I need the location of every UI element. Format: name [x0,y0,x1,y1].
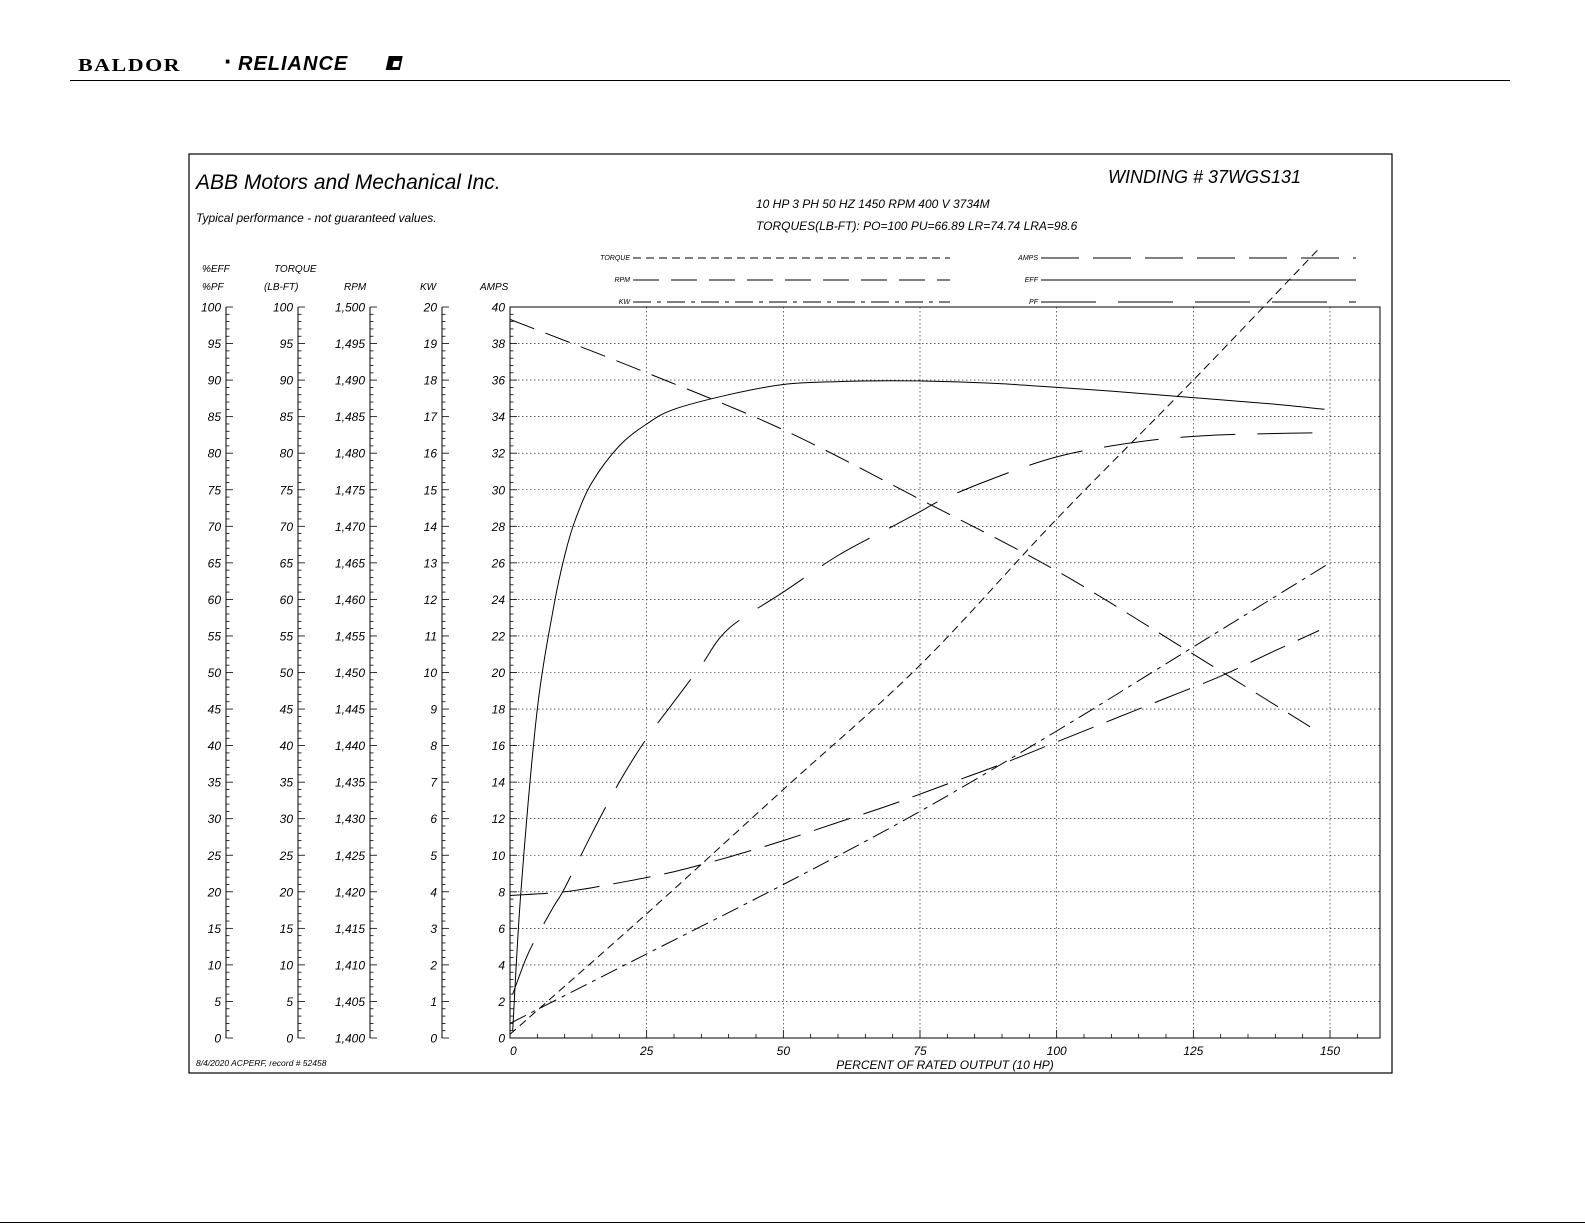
torques-line: TORQUES(LB-FT): PO=100 PU=66.89 LR=74.74 LRA=98.6 [756,219,1078,233]
y-tick-label: 24 [491,592,505,607]
y-tick-label: 1,425 [334,848,365,863]
x-tick-label: 150 [1319,1044,1341,1058]
y-tick-label: 85 [279,410,293,425]
y-tick-label: 20 [279,885,293,900]
y-tick-label: 1,445 [334,702,365,717]
winding-number: WINDING # 37WGS131 [1108,167,1302,187]
y-tick-label: 100 [200,300,221,315]
y-tick-label: 13 [423,556,437,571]
y-tick-label: 10 [423,666,437,680]
y-tick-label: 17 [423,410,437,425]
y-axes [201,264,517,1046]
y-tick-label: 6 [430,812,437,827]
y-tick-label: 28 [491,519,505,534]
y-tick-label: 15 [207,921,221,936]
y-tick-label: 0 [430,1031,437,1046]
y-tick-label: 70 [207,519,221,534]
y-tick-label: 8 [498,885,505,900]
y-axis-amps [479,282,517,1046]
y-axis-subtitle: (LB-FT) [264,282,299,293]
y-axis-eff_pf [201,264,233,1046]
y-tick-label: 65 [207,556,221,571]
y-tick-label: 60 [207,592,221,607]
y-tick-label: 1,440 [334,739,365,754]
y-tick-label: 1 [430,994,437,1009]
y-axis-rpm [335,282,377,1046]
y-tick-label: 38 [491,337,505,352]
series-line-pf [513,433,1319,994]
y-axis-kw [420,282,449,1046]
y-tick-label: 4 [430,885,437,900]
y-tick-label: 90 [279,373,293,388]
disclaimer-text: Typical performance - not guaranteed values. [196,211,437,225]
y-tick-label: 0 [286,1031,293,1046]
y-tick-label: 20 [207,885,221,900]
y-tick-label: 14 [491,775,505,790]
y-tick-label: 19 [423,337,437,352]
y-tick-label: 16 [423,446,437,461]
y-tick-label: 10 [279,958,293,973]
y-tick-label: 1,435 [334,775,365,790]
y-axis-subtitle: %PF [202,282,224,293]
y-tick-label: 1,405 [334,994,365,1009]
legend-left [600,255,950,306]
y-tick-label: 30 [207,812,221,827]
y-tick-label: 7 [430,775,437,790]
y-tick-label: 50 [207,666,221,680]
y-tick-label: 55 [279,629,293,644]
y-tick-label: 1,480 [334,446,365,461]
footer-record: 8/4/2020 ACPERF, record # 52458 [196,1058,327,1068]
y-tick-label: 1,475 [334,483,365,498]
y-tick-label: 90 [207,373,221,388]
x-tick-label: 100 [1046,1044,1067,1058]
y-tick-label: 30 [491,483,505,498]
series-line-amps [510,631,1319,896]
y-tick-label: 40 [491,300,505,315]
y-tick-label: 1,460 [334,592,365,607]
y-tick-label: 15 [279,921,293,936]
x-axis [510,1030,1357,1058]
series-line-eff [513,381,1325,1031]
y-tick-label: 35 [279,775,293,790]
footer-rule [0,1222,1585,1223]
plot-area [510,307,1380,1038]
x-tick-label: 0 [510,1044,517,1058]
legend-label: AMPS [1018,255,1038,262]
x-tick-label: 25 [639,1044,654,1058]
y-tick-label: 30 [279,812,293,827]
y-tick-label: 4 [498,958,505,973]
y-tick-label: 65 [279,556,293,571]
y-tick-label: 1,420 [334,885,365,900]
y-tick-label: 40 [279,739,293,754]
logo-dot: · [224,50,233,76]
y-tick-label: 20 [491,666,505,680]
y-tick-label: 2 [430,958,437,973]
y-axis-title: %EFF [202,264,230,275]
y-tick-label: 1,415 [334,921,365,936]
y-tick-label: 35 [207,775,221,790]
y-tick-label: 1,495 [334,337,365,352]
y-tick-label: 26 [491,556,505,571]
legend-label: PF [1029,299,1038,306]
y-tick-label: 2 [498,994,505,1009]
y-tick-label: 1,485 [334,410,365,425]
legend-label: RPM [614,277,630,284]
y-tick-label: 6 [498,921,505,936]
y-tick-label: 75 [207,483,221,498]
x-tick-label: 75 [913,1044,927,1058]
y-tick-label: 25 [207,848,221,863]
y-tick-label: 25 [279,848,293,863]
y-tick-label: 70 [279,519,293,534]
y-tick-label: 1,465 [334,556,365,571]
y-tick-label: 45 [207,702,221,717]
y-tick-label: 10 [207,958,221,973]
y-tick-label: 8 [430,739,437,754]
y-tick-label: 5 [430,848,437,863]
legend-label: KW [618,299,630,306]
legend-label: TORQUE [600,255,630,262]
y-tick-label: 11 [424,629,437,644]
y-tick-label: 14 [423,519,437,534]
y-tick-label: 5 [286,994,293,1009]
y-tick-label: 55 [207,629,221,644]
y-tick-label: 18 [423,373,437,388]
rating-line: 10 HP 3 PH 50 HZ 1450 RPM 400 V 3734M [756,197,990,211]
y-axis-subtitle: RPM [344,282,367,293]
y-tick-label: 40 [207,739,221,754]
company-title: ABB Motors and Mechanical Inc. [196,171,501,194]
y-tick-label: 18 [491,702,505,717]
y-tick-label: 100 [272,300,293,315]
y-tick-label: 20 [423,300,437,315]
y-tick-label: 12 [491,812,505,827]
y-tick-label: 10 [491,848,505,863]
y-tick-label: 3 [430,921,437,936]
y-tick-label: 50 [279,666,293,680]
x-axis-label: PERCENT OF RATED OUTPUT (10 HP) [836,1058,1054,1072]
y-tick-label: 45 [279,702,293,717]
y-tick-label: 1,490 [334,373,365,388]
logo-reliance-text: RELIANCE [238,53,349,75]
y-tick-label: 95 [279,337,293,352]
y-tick-label: 1,400 [334,1031,365,1046]
y-tick-label: 1,430 [334,812,365,827]
y-tick-label: 32 [491,446,505,461]
y-tick-label: 85 [207,410,221,425]
chart-frame [189,154,1392,1073]
y-tick-label: 12 [423,592,437,607]
y-tick-label: 0 [214,1031,221,1046]
logo-baldor-text: BALDOR [78,55,182,76]
y-tick-label: 1,470 [334,519,365,534]
y-tick-label: 1,410 [334,958,365,973]
y-tick-label: 36 [491,373,505,388]
x-tick-label: 125 [1183,1044,1204,1058]
x-tick-label: 50 [776,1044,791,1058]
y-axis-subtitle: KW [420,282,437,293]
y-axis-title: TORQUE [274,264,317,275]
y-tick-label: 80 [279,446,293,461]
y-axis-subtitle: AMPS [480,282,509,293]
y-tick-label: 9 [430,702,437,717]
y-tick-label: 22 [491,629,505,644]
y-tick-label: 16 [491,739,505,754]
y-tick-label: 60 [279,592,293,607]
legend-label: EFF [1024,277,1038,284]
y-tick-label: 1,450 [334,666,365,680]
y-tick-label: 1,455 [334,629,365,644]
y-tick-label: 75 [279,483,293,498]
y-tick-label: 15 [423,483,437,498]
y-tick-label: 1,500 [334,300,365,315]
y-tick-label: 34 [491,410,505,425]
y-tick-label: 5 [214,994,221,1009]
y-tick-label: 0 [498,1031,505,1046]
grid [510,307,1380,1038]
y-axis-torque [264,264,317,1046]
y-tick-label: 95 [207,337,221,352]
y-tick-label: 80 [207,446,221,461]
